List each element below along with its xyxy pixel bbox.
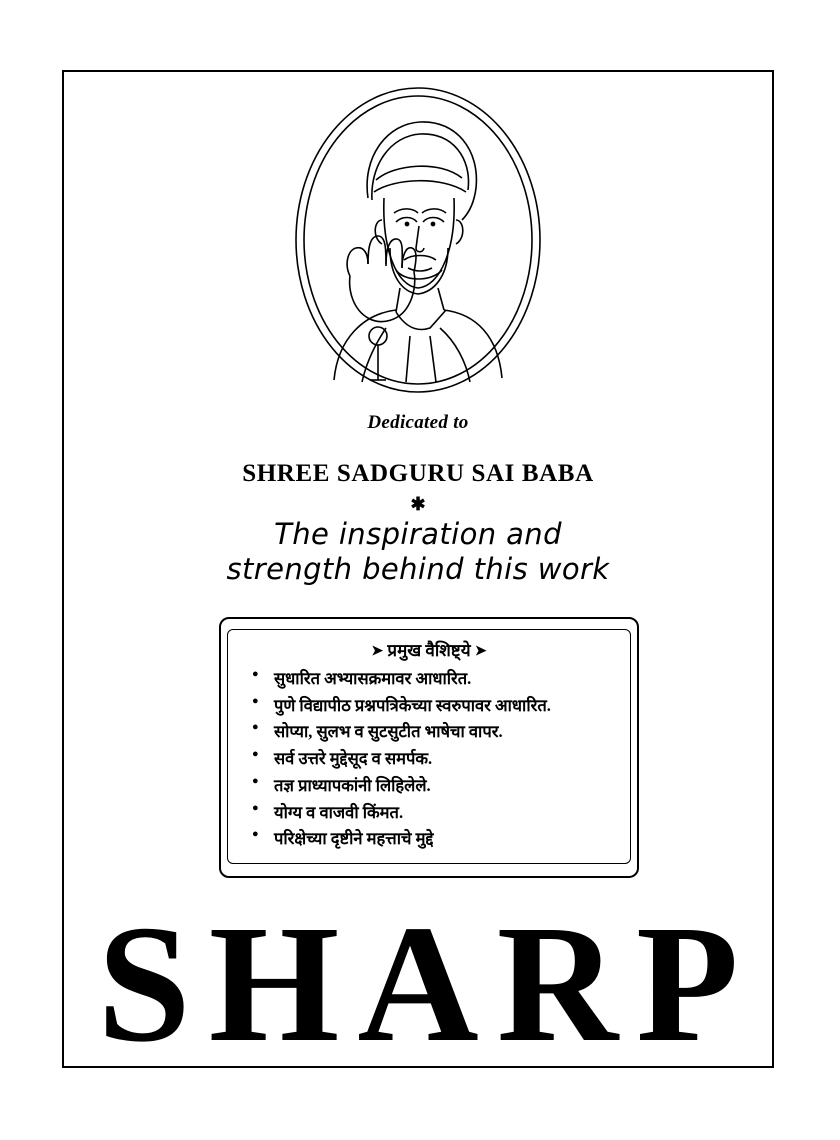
features-title: प्रमुख वैशिष्ट्ये — [387, 641, 471, 660]
sai-baba-portrait-icon — [290, 80, 546, 400]
features-list — [238, 666, 620, 853]
features-box — [219, 617, 639, 878]
arrow-left-icon: ➤ — [474, 644, 487, 659]
page-title: SHREE SADGURU SAI BABA — [242, 460, 594, 487]
features-inner-border — [227, 629, 631, 864]
dedicated-label: Dedicated to — [367, 412, 469, 433]
portrait-container — [64, 80, 772, 400]
list-item: ● सुधारित अभ्यासक्रमावर आधारित. — [244, 666, 620, 693]
book-cover-page — [62, 70, 774, 1078]
list-item: ● पुणे विद्यापीठ प्रश्नपत्रिकेच्या स्वरुपावर आधारित. — [244, 693, 620, 720]
separator-glyph: ✱ — [410, 494, 426, 514]
brand-wordmark: SHARP — [97, 891, 757, 1078]
list-item: ● परिक्षेच्या दृष्टीने महत्ताचे मुद्दे — [244, 826, 620, 853]
inspiration-line-1: The inspiration and — [274, 517, 562, 551]
arrow-right-icon: ➤ — [371, 644, 384, 659]
list-item: ● सर्व उत्तरे मुद्देसूद व समर्पक. — [244, 746, 620, 773]
list-item: ● योग्य व वाजवी किंमत. — [244, 800, 620, 827]
list-item: ● सोप्या, सुलभ व सुटसुटीत भाषेचा वापर. — [244, 719, 620, 746]
features-title-row — [238, 638, 620, 661]
inspiration-line-2: strength behind this work — [226, 552, 610, 587]
inspiration-text — [64, 517, 772, 588]
list-item: ● तज्ञ प्राध्यापकांनी लिहिलेले. — [244, 773, 620, 800]
